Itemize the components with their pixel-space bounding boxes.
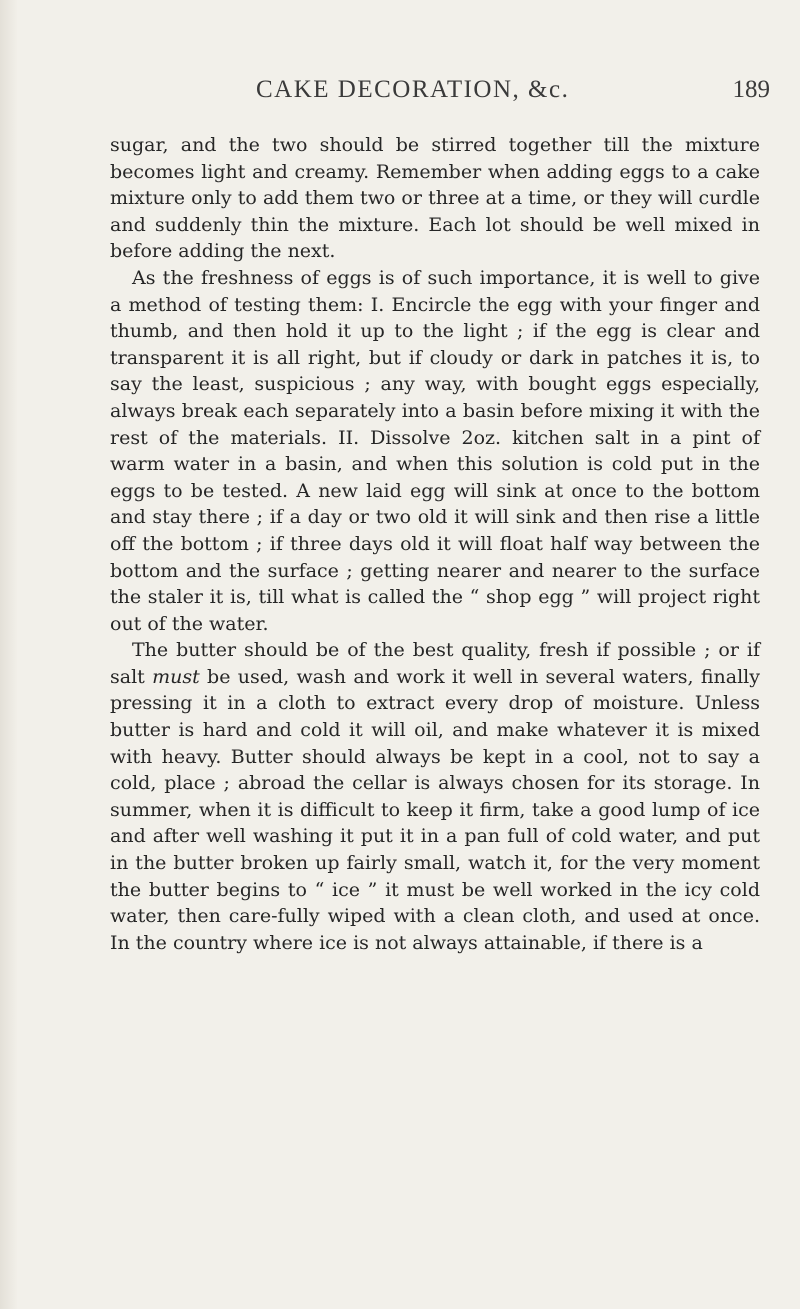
page-number: 189 xyxy=(732,76,770,103)
emphasis-must: must xyxy=(152,665,200,688)
paragraph-eggs-mixing: sugar, and the two should be stirred together till the mixture becomes light and creamy. Remember when adding eggs to a cake mixture only to add them two or three at a time, or they will curdle and suddenly thin the mixture. Each lot should be well mixed in before adding the next. xyxy=(110,134,760,263)
paragraph-egg-freshness: As the freshness of eggs is of such importance, it is well to give a method of testing them: I. Encircle the egg with your finger and thumb, and then hold it up to the light ; if the egg is clear and transparent it is all right, but if cloudy or dark in patches it is, to say the least, suspicious ; any way, with bought eggs especially, always break each separately into a basin before mixing it with the rest of the materials. II. Dissolve 2oz. kitchen salt in a pint of warm water in a basin, and when this solution is cold put in the eggs to be tested. A new laid egg will sink at once to the bottom and stay there ; if a day or two old it will sink and then rise a little off the bottom ; if three days old it will float half way between the bottom and the surface ; getting nearer and nearer to the surface the staler it is, till what is called the “ shop egg ” will project right out of the water. xyxy=(110,266,760,635)
butter-text-before-emphasis: The butter should be of the best quality, fresh if possible ; or if salt xyxy=(110,639,760,688)
running-header xyxy=(110,76,770,112)
page-binding-edge xyxy=(0,0,18,1309)
running-title: CAKE DECORATION, &c. xyxy=(256,76,570,103)
body-text xyxy=(110,132,760,956)
butter-text-after-emphasis: be used, wash and work it well in several waters, finally pressing it in a cloth to extract every drop of moisture. Unless butter is hard and cold it will oil, and make whatever it is mixed with heavy. Butter should always be kept in a cool, not to say a cold, place ; abroad the cellar is always chosen for its storage. In summer, when it is difficult to keep it firm, take a good lump of ice and after well washing it put it in a pan full of cold water, and put in the butter broken up fairly small, watch it, for the very moment the butter begins to “ ice ” it must be well worked in the icy cold water, then care-fully wiped with a clean cloth, and used at once. In the country where ice is not always attainable, if there is a xyxy=(110,665,760,954)
paragraph-butter xyxy=(110,637,760,956)
